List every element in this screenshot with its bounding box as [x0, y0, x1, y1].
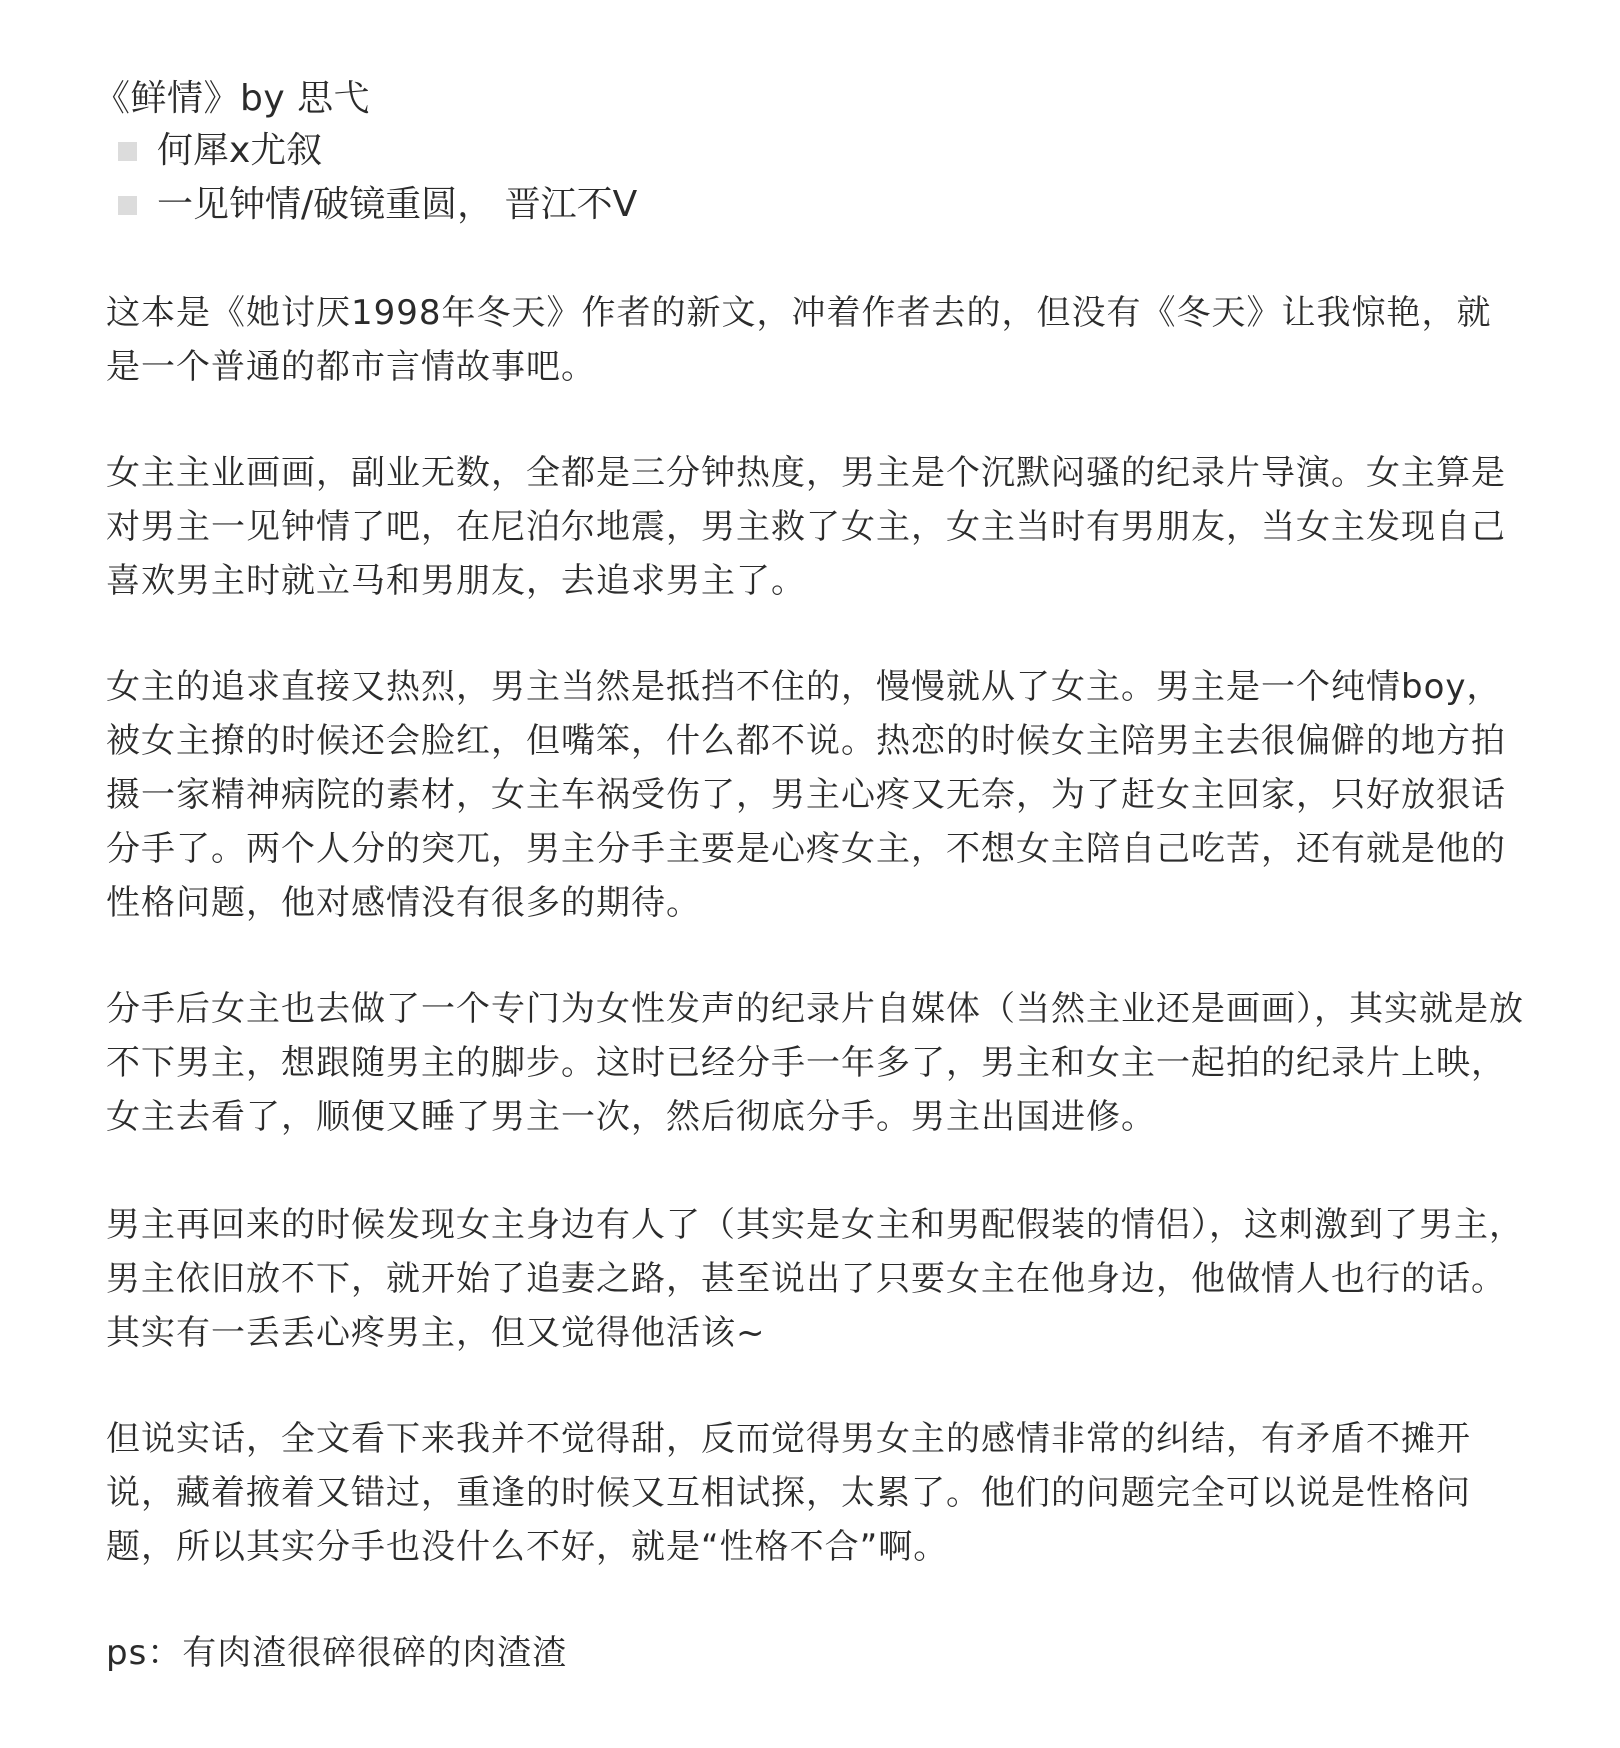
review-paragraph: 男主再回来的时候发现女主身边有人了（其实是女主和男配假装的情侣），这刺激到了男主，男主依旧放不下，就开始了追妻之路，甚至说出了只要女主在他身边，他做情人也行的话。其实有一丢丢心疼男主，但又觉得他活该~: [106, 1205, 1524, 1353]
tag-item: [118, 180, 637, 230]
review-paragraph: 分手后女主也去做了一个专门为女性发声的纪录片自媒体（当然主业还是画画），其实就是放不下男主，想跟随男主的脚步。这时已经分手一年多了，男主和女主一起拍的纪录片上映，女主去看了，顺便又睡了男主一次，然后彻底分手。男主出国进修。: [106, 989, 1524, 1137]
review-paragraph: 女主的追求直接又热烈，男主当然是抵挡不住的，慢慢就从了女主。男主是一个纯情boy，被女主撩的时候还会脸红，但嘴笨，什么都不说。热恋的时候女主陪男主去很偏僻的地方拍摄一家精神病院的素材，女主车祸受伤了，男主心疼又无奈，为了赶女主回家，只好放狠话分手了。两个人分的突兀，男主分手主要是心疼女主，不想女主陪自己吃苦，还有就是他的性格问题，他对感情没有很多的期待。: [106, 667, 1506, 923]
tag-item: [118, 126, 322, 176]
postscript-paragraph: ps：有肉渣很碎很碎的肉渣渣: [106, 1633, 568, 1673]
tag-text: 一见钟情/破镜重圆， 晋江不V: [157, 184, 638, 225]
review-paragraph: 女主主业画画，副业无数，全都是三分钟热度，男主是个沉默闷骚的纪录片导演。女主算是对男主一见钟情了吧，在尼泊尔地震，男主救了女主，女主当时有男朋友，当女主发现自己喜欢男主时就立马和男朋友，去追求男主了。: [106, 453, 1506, 601]
review-paragraph: 这本是《她讨厌1998年冬天》作者的新文，冲着作者去的，但没有《冬天》让我惊艳，就是一个普通的都市言情故事吧。: [106, 293, 1492, 387]
tag-text: 何犀x尤叙: [157, 130, 323, 171]
square-bullet-icon: [118, 142, 137, 161]
book-title: 《鲜情》by 思弋: [94, 78, 371, 119]
square-bullet-icon: [118, 196, 137, 215]
review-paragraph: 但说实话，全文看下来我并不觉得甜，反而觉得男女主的感情非常的纠结，有矛盾不摊开说，藏着掖着又错过，重逢的时候又互相试探，太累了。他们的问题完全可以说是性格问题，所以其实分手也没什么不好，就是“性格不合”啊。: [106, 1419, 1471, 1567]
